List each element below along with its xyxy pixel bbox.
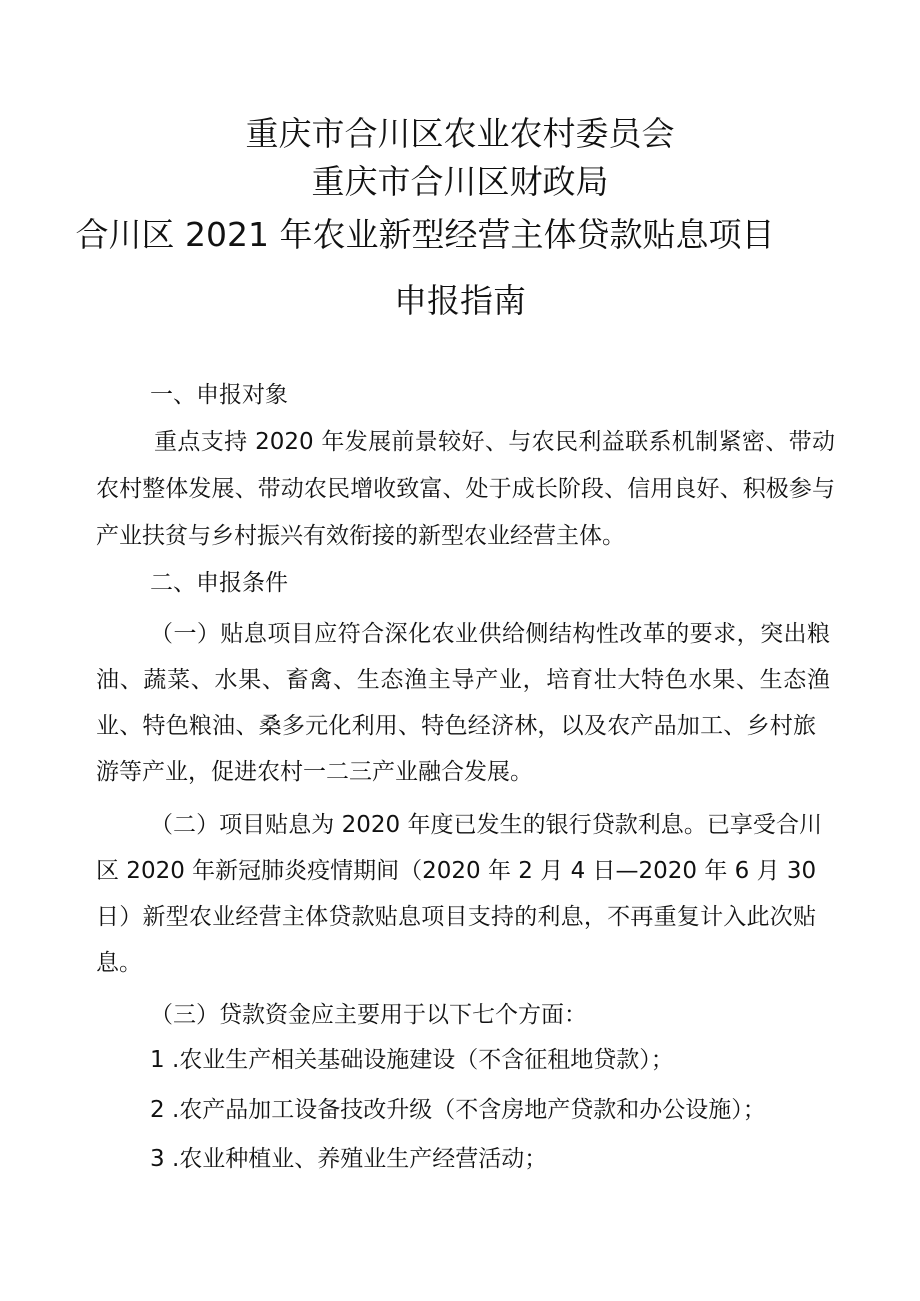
document-title: 合川区 2021 年农业新型经营主体贷款贴息项目 <box>75 215 775 254</box>
paragraph-line: 日）新型农业经营主体贷款贴息项目支持的利息，不再重复计入此次贴 <box>96 904 816 930</box>
list-item: 3 .农业种植业、养殖业生产经营活动； <box>150 1146 548 1172</box>
paragraph-line: 油、蔬菜、水果、畜禽、生态渔主导产业，培育壮大特色水果、生态渔 <box>96 667 830 693</box>
paragraph-line: 游等产业，促进农村一二三产业融合发展。 <box>96 759 533 785</box>
issuer-title-2: 重庆市合川区财政局 <box>311 162 609 201</box>
paragraph-line: （二）项目贴息为 2020 年度已发生的银行贷款利息。已享受合川 <box>150 812 822 838</box>
paragraph-line: 重点支持 2020 年发展前景较好、与农民利益联系机制紧密、带动 <box>154 429 835 455</box>
list-intro: （三）贷款资金应主要用于以下七个方面： <box>150 1002 587 1028</box>
issuer-title-1: 重庆市合川区农业农村委员会 <box>245 114 675 153</box>
paragraph-line: （一）贴息项目应符合深化农业供给侧结构性改革的要求，突出粮 <box>150 621 830 647</box>
document-subtitle: 申报指南 <box>394 281 526 320</box>
paragraph-line: 农村整体发展、带动农民增收致富、处于成长阶段、信用良好、积极参与 <box>96 476 835 502</box>
list-item: 2 .农产品加工设备技改升级（不含房地产贷款和办公设施）； <box>150 1097 766 1123</box>
list-item: 1 .农业生产相关基础设施建设（不含征租地贷款）； <box>150 1047 674 1073</box>
section-heading-conditions: 二、申报条件 <box>150 570 288 596</box>
paragraph-line: 区 2020 年新冠肺炎疫情期间（2020 年 2 月 4 日—2020 年 6 月 30 <box>96 858 817 884</box>
section-heading-target: 一、申报对象 <box>150 382 288 408</box>
paragraph-line: 业、特色粮油、桑多元化利用、特色经济林，以及农产品加工、乡村旅 <box>96 713 816 739</box>
paragraph-line: 息。 <box>96 950 142 976</box>
paragraph-line: 产业扶贫与乡村振兴有效衔接的新型农业经营主体。 <box>96 523 625 549</box>
